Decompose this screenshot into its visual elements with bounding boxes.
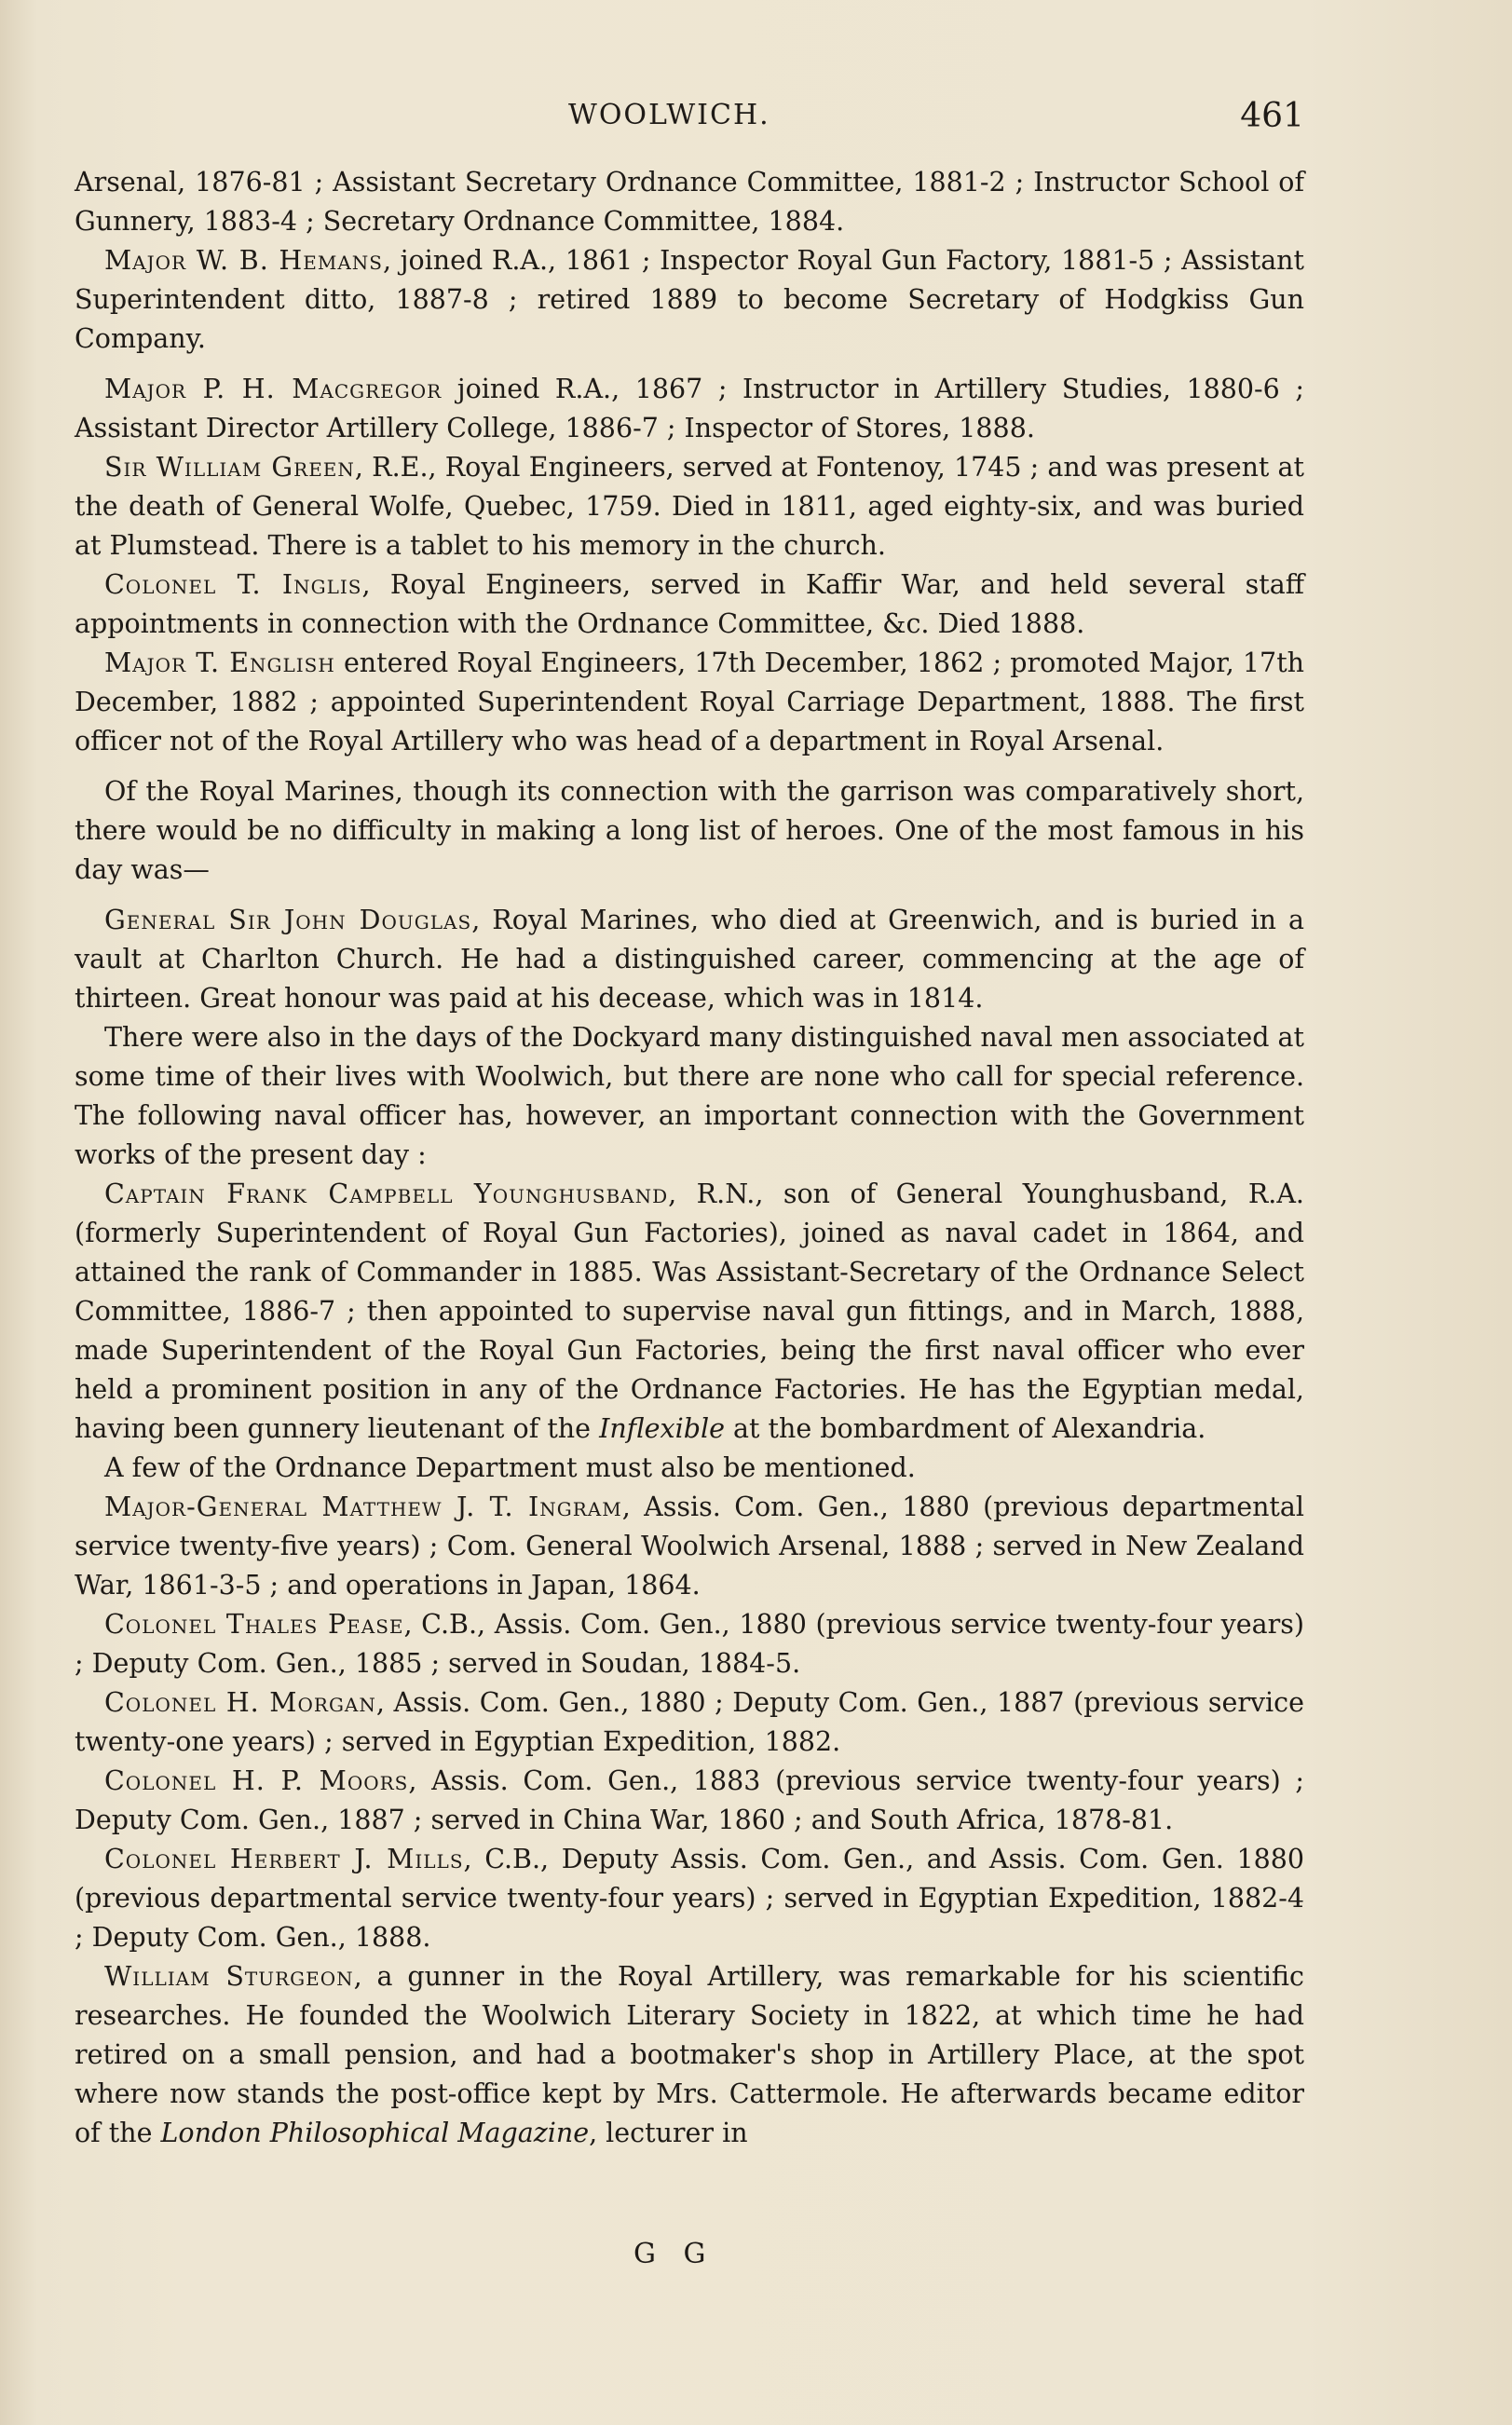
- entry-name: Colonel H. Morgan: [104, 1687, 376, 1718]
- paragraph-text: There were also in the days of the Dockyard many distinguished naval men associated at some time of their lives with Woolwich, but there are none who call for special reference. The following naval officer has, however, an important connection with the Government works of the present day :: [75, 1022, 1304, 1170]
- paragraph-text: , Assis. Com. Gen., 1880 ; Deputy Com. Gen., 1887 (previous service twenty-one years) ; served in Egyptian Expedition, 1882.: [75, 1687, 1304, 1757]
- paragraph-text: , C.B., Assis. Com. Gen., 1880 (previous service twenty-four years) ; Deputy Com. Gen., 1885 ; served in Soudan, 1884-5.: [75, 1609, 1304, 1679]
- entry-name: Major W. B. Hemans: [104, 245, 383, 276]
- entry-paragraph: [75, 565, 1304, 644]
- paragraph: [75, 1449, 1304, 1488]
- entry-paragraph: [75, 370, 1304, 448]
- paragraph-text: , Assis. Com. Gen., 1883 (previous service twenty-four years) ; Deputy Com. Gen., 1887 ; served in China War, 1860 ; and South Africa, 1878-81.: [75, 1765, 1304, 1835]
- running-head: WOOLWICH.: [568, 99, 770, 131]
- entry-name: Colonel T. Inglis: [104, 569, 362, 600]
- paragraph-text: , joined R.A., 1861 ; Inspector Royal Gun Factory, 1881-5 ; Assistant Superintendent ditto, 1887-8 ; retired 1889 to become Secretary of Hodgkiss Gun Company.: [75, 245, 1304, 354]
- paragraph-text-tail: at the bombardment of Alexandria.: [724, 1413, 1206, 1444]
- body-text: [75, 163, 1304, 2153]
- entry-paragraph: [75, 448, 1304, 565]
- paragraph: [75, 163, 1304, 241]
- paragraph: [75, 1018, 1304, 1175]
- entry-paragraph: [75, 1840, 1304, 1957]
- page-number: 461: [1240, 97, 1304, 135]
- paragraph: [75, 772, 1304, 890]
- entry-name: Colonel Thales Pease: [104, 1609, 404, 1640]
- ship-name: Inflexible: [599, 1413, 725, 1444]
- paragraph-text: Arsenal, 1876-81 ; Assistant Secretary Ordnance Committee, 1881-2 ; Instructor School of Gunnery, 1883-4 ; Secretary Ordnance Committee, 1884.: [75, 167, 1304, 237]
- paragraph-text: , Assis. Com. Gen., 1880 (previous departmental service twenty-five years) ; Com. General Woolwich Arsenal, 1888 ; served in New Zealand War, 1861-3-5 ; and operations in Japan, 1864.: [75, 1492, 1304, 1601]
- paragraph-text: entered Royal Engineers, 17th December, 1862 ; promoted Major, 17th December, 1882 ; appointed Superintendent Royal Carriage Department, 1888. The first officer not of the Royal Artillery who was head of a department in Royal Arsenal.: [75, 647, 1304, 756]
- paragraph-text-tail: , lecturer in: [589, 2118, 748, 2148]
- signature-mark: G G: [633, 2238, 715, 2270]
- paragraph-text: , Royal Marines, who died at Greenwich, and is buried in a vault at Charlton Church. He had a distinguished career, commencing at the age of thirteen. Great honour was paid at his decease, which was in 1814.: [75, 905, 1304, 1014]
- entry-paragraph: [75, 1605, 1304, 1683]
- entry-paragraph: [75, 901, 1304, 1018]
- entry-name: Sir William Green: [104, 452, 355, 483]
- entry-paragraph: [75, 1683, 1304, 1762]
- paragraph-text: Of the Royal Marines, though its connection with the garrison was comparatively short, there would be no difficulty in making a long list of heroes. One of the most famous in his day was—: [75, 776, 1304, 885]
- entry-name: Colonel H. P. Moors: [104, 1765, 409, 1796]
- paragraph-text: , R.N., son of General Younghusband, R.A. (formerly Superintendent of Royal Gun Factories), joined as naval cadet in 1864, and attained the rank of Commander in 1885. Was Assistant-Secretary of the Ordnance Select Committee, 1886-7 ; then appointed to supervise naval gun fittings, and in March, 1888, made Superintendent of the Royal Gun Factories, being the first naval officer who ever held a prominent position in any of the Ordnance Factories. He has the Egyptian medal, having been gunnery lieutenant of the: [75, 1178, 1304, 1444]
- entry-name: Colonel Herbert J. Mills: [104, 1844, 464, 1874]
- entry-paragraph: [75, 1957, 1304, 2153]
- entry-name: General Sir John Douglas: [104, 905, 472, 935]
- paragraph-text: , C.B., Deputy Assis. Com. Gen., and Assis. Com. Gen. 1880 (previous departmental service twenty-four years) ; served in Egyptian Expedition, 1882-4 ; Deputy Com. Gen., 1888.: [75, 1844, 1304, 1953]
- publication-title: London Philosophical Magazine: [160, 2118, 590, 2148]
- entry-name: Captain Frank Campbell Younghusband: [104, 1178, 669, 1209]
- entry-paragraph: [75, 1762, 1304, 1840]
- entry-paragraph: [75, 1175, 1304, 1449]
- paragraph-text: , R.E., Royal Engineers, served at Fontenoy, 1745 ; and was present at the death of General Wolfe, Quebec, 1759. Died in 1811, aged eighty-six, and was buried at Plumstead. There is a tablet to his memory in the church.: [75, 452, 1304, 561]
- entry-paragraph: [75, 1488, 1304, 1605]
- paragraph-text: A few of the Ordnance Department must also be mentioned.: [104, 1452, 916, 1483]
- entry-name: Major T. English: [104, 647, 335, 678]
- entry-paragraph: [75, 241, 1304, 359]
- paragraph-text: joined R.A., 1867 ; Instructor in Artillery Studies, 1880-6 ; Assistant Director Artillery College, 1886-7 ; Inspector of Stores, 1888.: [75, 374, 1304, 443]
- entry-name: Major-General Matthew J. T. Ingram: [104, 1492, 622, 1522]
- entry-name: Major P. H. Macgregor: [104, 374, 443, 404]
- paragraph-text: , Royal Engineers, served in Kaffir War, and held several staff appointments in connection with the Ordnance Committee, &c. Died 1888.: [75, 569, 1304, 639]
- paragraph-text: , a gunner in the Royal Artillery, was remarkable for his scientific researches. He founded the Woolwich Literary Society in 1822, at which time he had retired on a small pension, and had a bootmaker's shop in Artillery Place, at the spot where now stands the post-office kept by Mrs. Cattermole. He afterwards became editor of the: [75, 1961, 1305, 2148]
- page-header: [75, 93, 1304, 149]
- entry-name: William Sturgeon: [104, 1961, 354, 1992]
- entry-paragraph: [75, 644, 1304, 761]
